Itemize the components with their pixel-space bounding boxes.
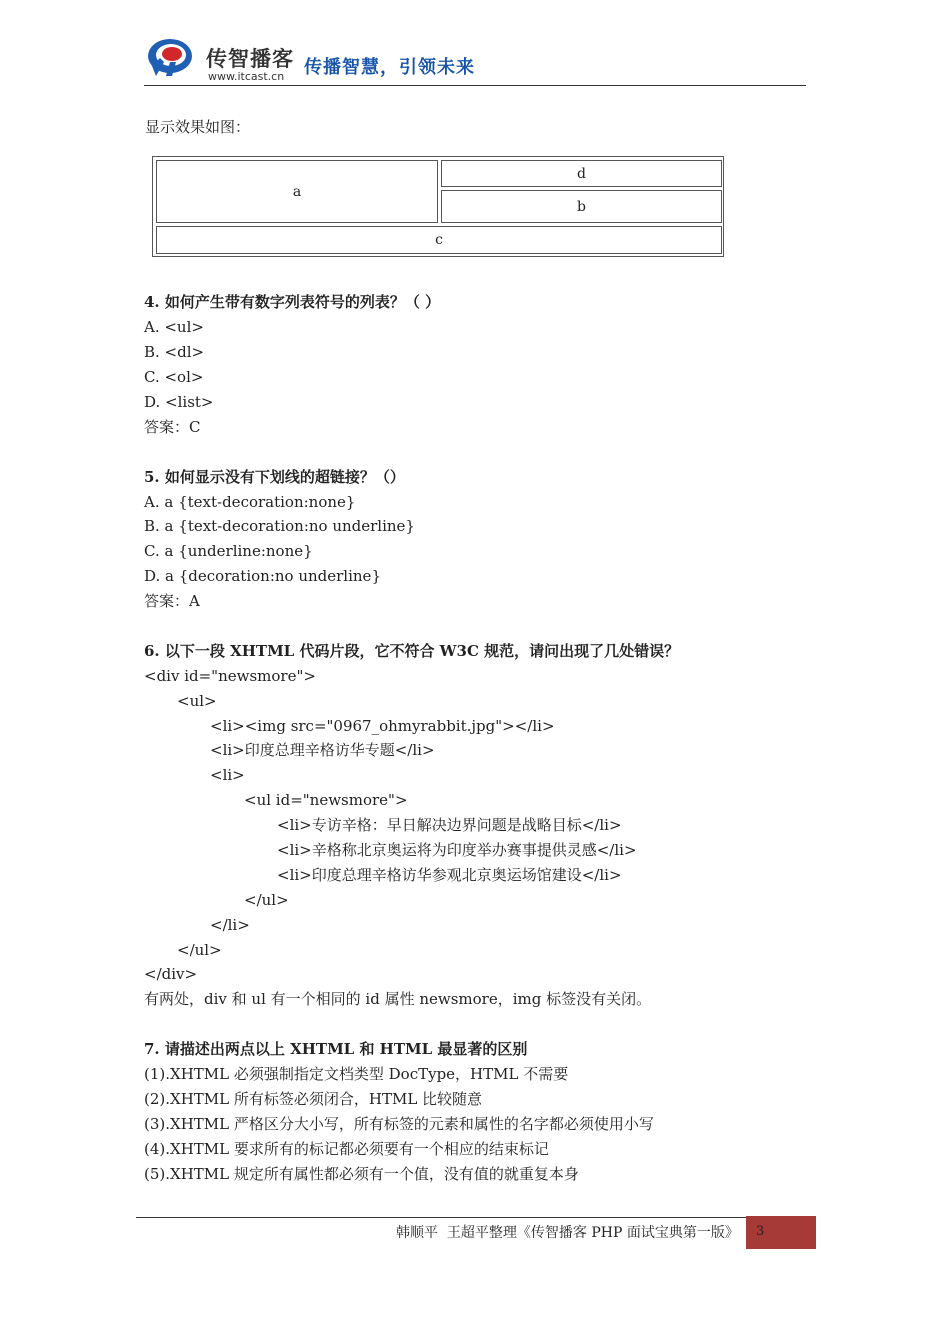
footer-divider bbox=[136, 1217, 746, 1218]
question-4-option: C. <ol> bbox=[144, 368, 204, 386]
footer-text: 韩顺平 王超平整理《传智播客 PHP 面试宝典第一版》 bbox=[396, 1225, 739, 1241]
code-line: <li><img src="0967_ohmyrabbit.jpg"></li> bbox=[210, 717, 555, 735]
question-5-title: 5. 如何显示没有下划线的超链接？（） bbox=[144, 468, 405, 486]
question-6-answer: 有两处，div 和 ul 有一个相同的 id 属性 newsmore，img 标签没有关闭。 bbox=[144, 990, 652, 1008]
code-line: <li>专访辛格：早日解决边界问题是战略目标</li> bbox=[277, 816, 622, 834]
brand-url: www.itcast.cn bbox=[208, 70, 285, 83]
code-line: <li>辛格称北京奥运将为印度举办赛事提供灵感</li> bbox=[277, 841, 637, 859]
brand-slogan: 传播智慧，引领未来 bbox=[304, 57, 475, 78]
question-4-answer: 答案：C bbox=[144, 418, 201, 436]
code-line: <ul> bbox=[177, 692, 217, 710]
code-line: </li> bbox=[210, 916, 250, 934]
page-number: 3 bbox=[756, 1224, 765, 1239]
code-line: <li>印度总理辛格访华参观北京奥运场馆建设</li> bbox=[277, 866, 622, 884]
question-4-title: 4. 如何产生带有数字列表符号的列表？（ ） bbox=[144, 293, 441, 311]
brand-name: 传智播客 bbox=[206, 47, 294, 71]
demo-cell-d: d bbox=[441, 160, 722, 187]
question-6-title: 6. 以下一段 XHTML 代码片段，它不符合 W3C 规范，请问出现了几处错误？ bbox=[144, 642, 680, 660]
code-line: </div> bbox=[144, 965, 198, 983]
question-7-item: (4).XHTML 要求所有的标记都必须要有一个相应的结束标记 bbox=[144, 1140, 549, 1158]
question-7-item: (5).XHTML 规定所有属性都必须有一个值，没有值的就重复本身 bbox=[144, 1165, 579, 1183]
code-line: <li> bbox=[210, 766, 245, 784]
question-4-option: D. <list> bbox=[144, 393, 214, 411]
code-line: </ul> bbox=[244, 891, 289, 909]
question-5-option: C. a {underline:none} bbox=[144, 542, 313, 560]
question-4-option: B. <dl> bbox=[144, 343, 205, 361]
question-7-item: (3).XHTML 严格区分大小写，所有标签的元素和属性的名字都必须使用小写 bbox=[144, 1115, 654, 1133]
question-5-option: B. a {text-decoration:no underline} bbox=[144, 517, 415, 535]
question-7-item: (2).XHTML 所有标签必须闭合，HTML 比较随意 bbox=[144, 1090, 483, 1108]
code-line: <div id="newsmore"> bbox=[144, 667, 316, 685]
question-7-item: (1).XHTML 必须强制指定文档类型 DocType，HTML 不需要 bbox=[144, 1065, 569, 1083]
itcast-logo-icon bbox=[146, 36, 198, 80]
demo-cell-a: a bbox=[156, 160, 438, 223]
code-line: <li>印度总理辛格访华专题</li> bbox=[210, 741, 435, 759]
question-5-answer: 答案：A bbox=[144, 592, 200, 610]
question-4-option: A. <ul> bbox=[144, 318, 204, 336]
code-line: <ul id="newsmore"> bbox=[244, 791, 408, 809]
question-5-option: A. a {text-decoration:none} bbox=[144, 493, 356, 511]
header-divider bbox=[144, 85, 806, 86]
demo-cell-b: b bbox=[441, 190, 722, 223]
question-5-option: D. a {decoration:no underline} bbox=[144, 567, 381, 585]
demo-table bbox=[152, 156, 724, 257]
code-line: </ul> bbox=[177, 941, 222, 959]
demo-cell-c: c bbox=[156, 226, 722, 254]
intro-text: 显示效果如图： bbox=[145, 118, 251, 136]
question-7-title: 7. 请描述出两点以上 XHTML 和 HTML 最显著的区别 bbox=[144, 1040, 528, 1058]
